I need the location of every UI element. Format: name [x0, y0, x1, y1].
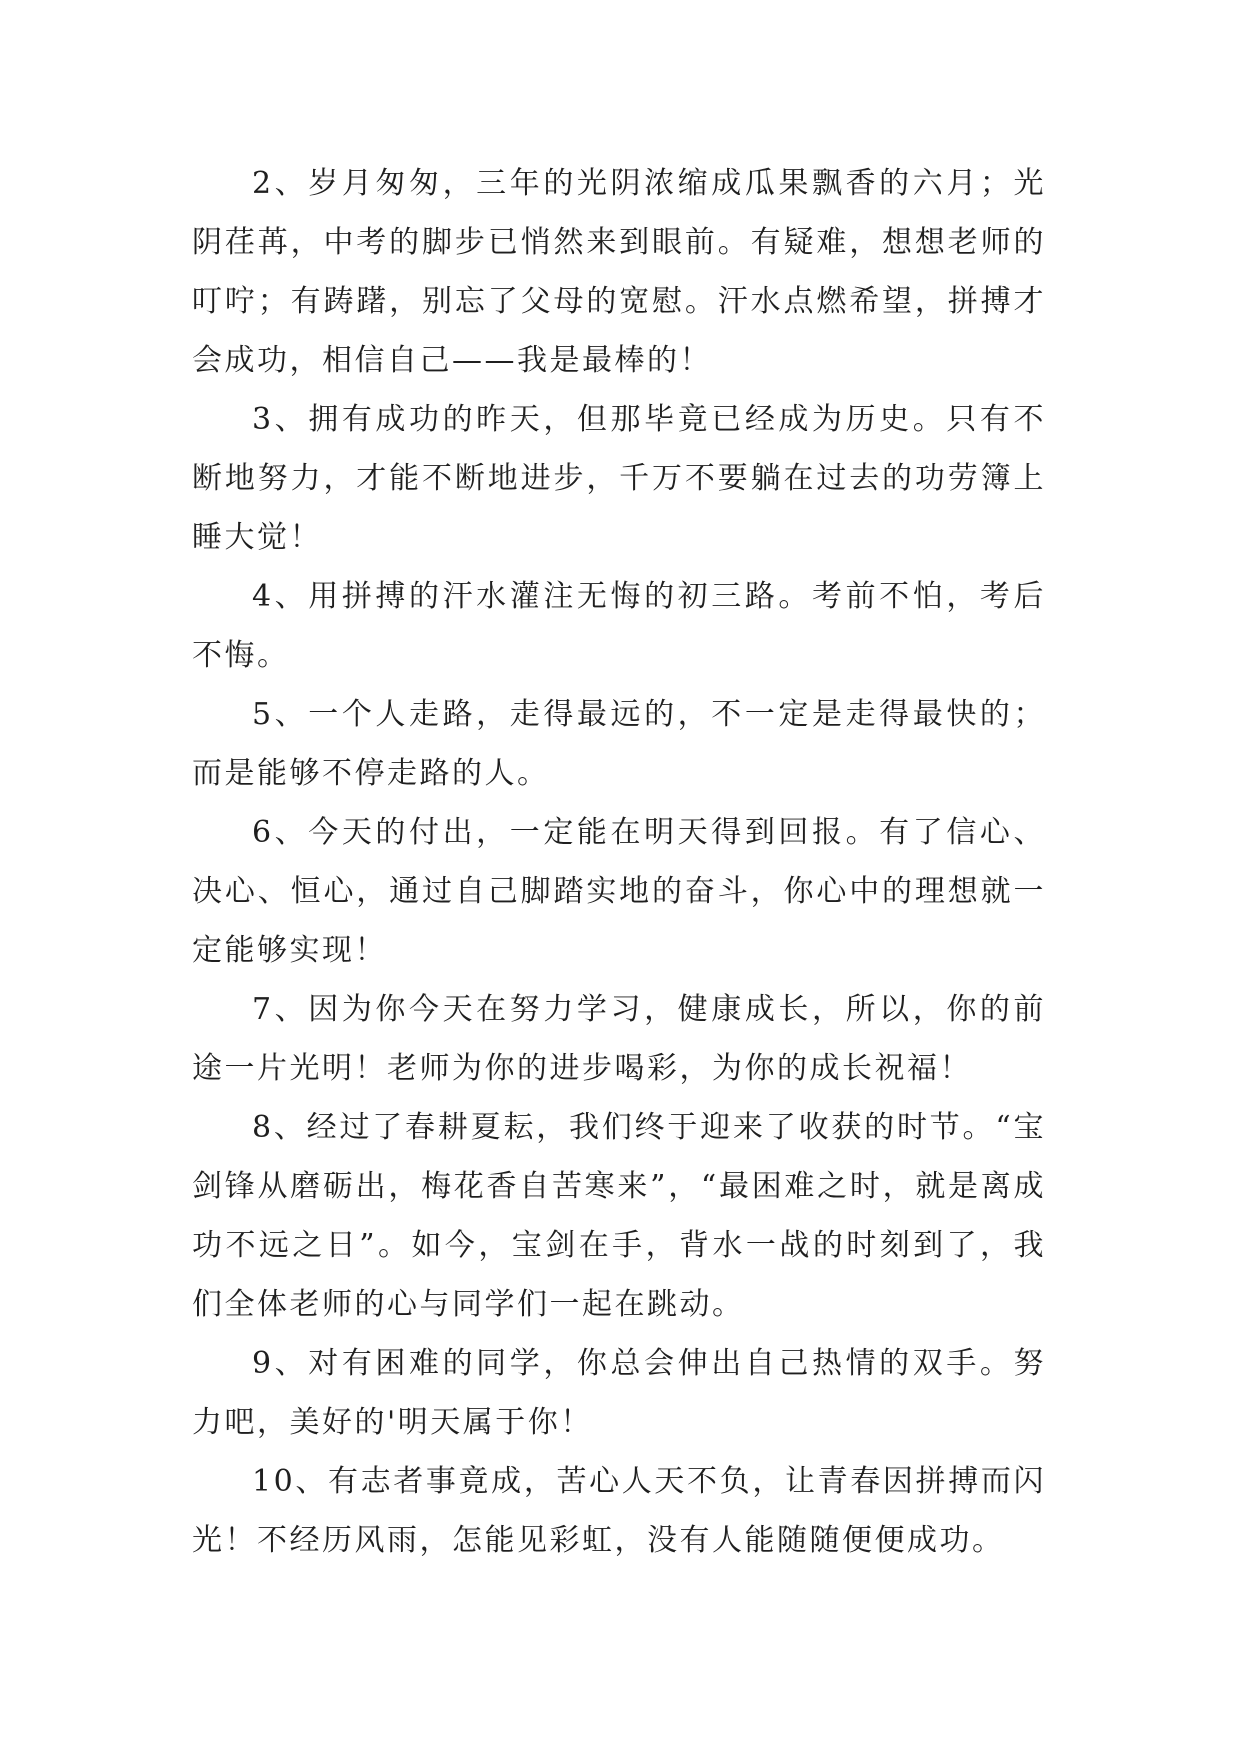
paragraph-10: 10、有志者事竟成，苦心人天不负，让青春因拼搏而闪光！不经历风雨，怎能见彩虹，没有人能随随便便成功。 — [192, 1464, 1046, 1558]
paragraph-6: 6、今天的付出，一定能在明天得到回报。有了信心、决心、恒心，通过自己脚踏实地的奋斗，你心中的理想就一定能够实现！ — [192, 815, 1046, 968]
paragraph-8: 8、经过了春耕夏耘，我们终于迎来了收获的时节。“宝剑锋从磨砺出，梅花香自苦寒来”，“最困难之时，就是离成功不远之日”。如今，宝剑在手，背水一战的时刻到了，我们全体老师的心与同学们一起在跳动。 — [192, 1110, 1046, 1322]
document-body — [192, 154, 1046, 1570]
paragraph-7: 7、因为你今天在努力学习，健康成长，所以，你的前途一片光明！老师为你的进步喝彩，为你的成长祝福！ — [192, 992, 1046, 1086]
paragraph-4: 4、用拼搏的汗水灌注无悔的初三路。考前不怕，考后不悔。 — [192, 579, 1046, 673]
paragraph-9: 9、对有困难的同学，你总会伸出自己热情的双手。努力吧，美好的'明天属于你！ — [192, 1346, 1046, 1440]
paragraph-3: 3、拥有成功的昨天，但那毕竟已经成为历史。只有不断地努力，才能不断地进步，千万不要躺在过去的功劳簿上睡大觉！ — [192, 402, 1046, 555]
paragraph-5: 5、一个人走路，走得最远的，不一定是走得最快的；而是能够不停走路的人。 — [192, 697, 1046, 791]
paragraph-2: 2、岁月匆匆，三年的光阴浓缩成瓜果飘香的六月；光阴荏苒，中考的脚步已悄然来到眼前。有疑难，想想老师的叮咛；有踌躇，别忘了父母的宽慰。汗水点燃希望，拼搏才会成功，相信自己——我是最棒的！ — [192, 166, 1046, 378]
